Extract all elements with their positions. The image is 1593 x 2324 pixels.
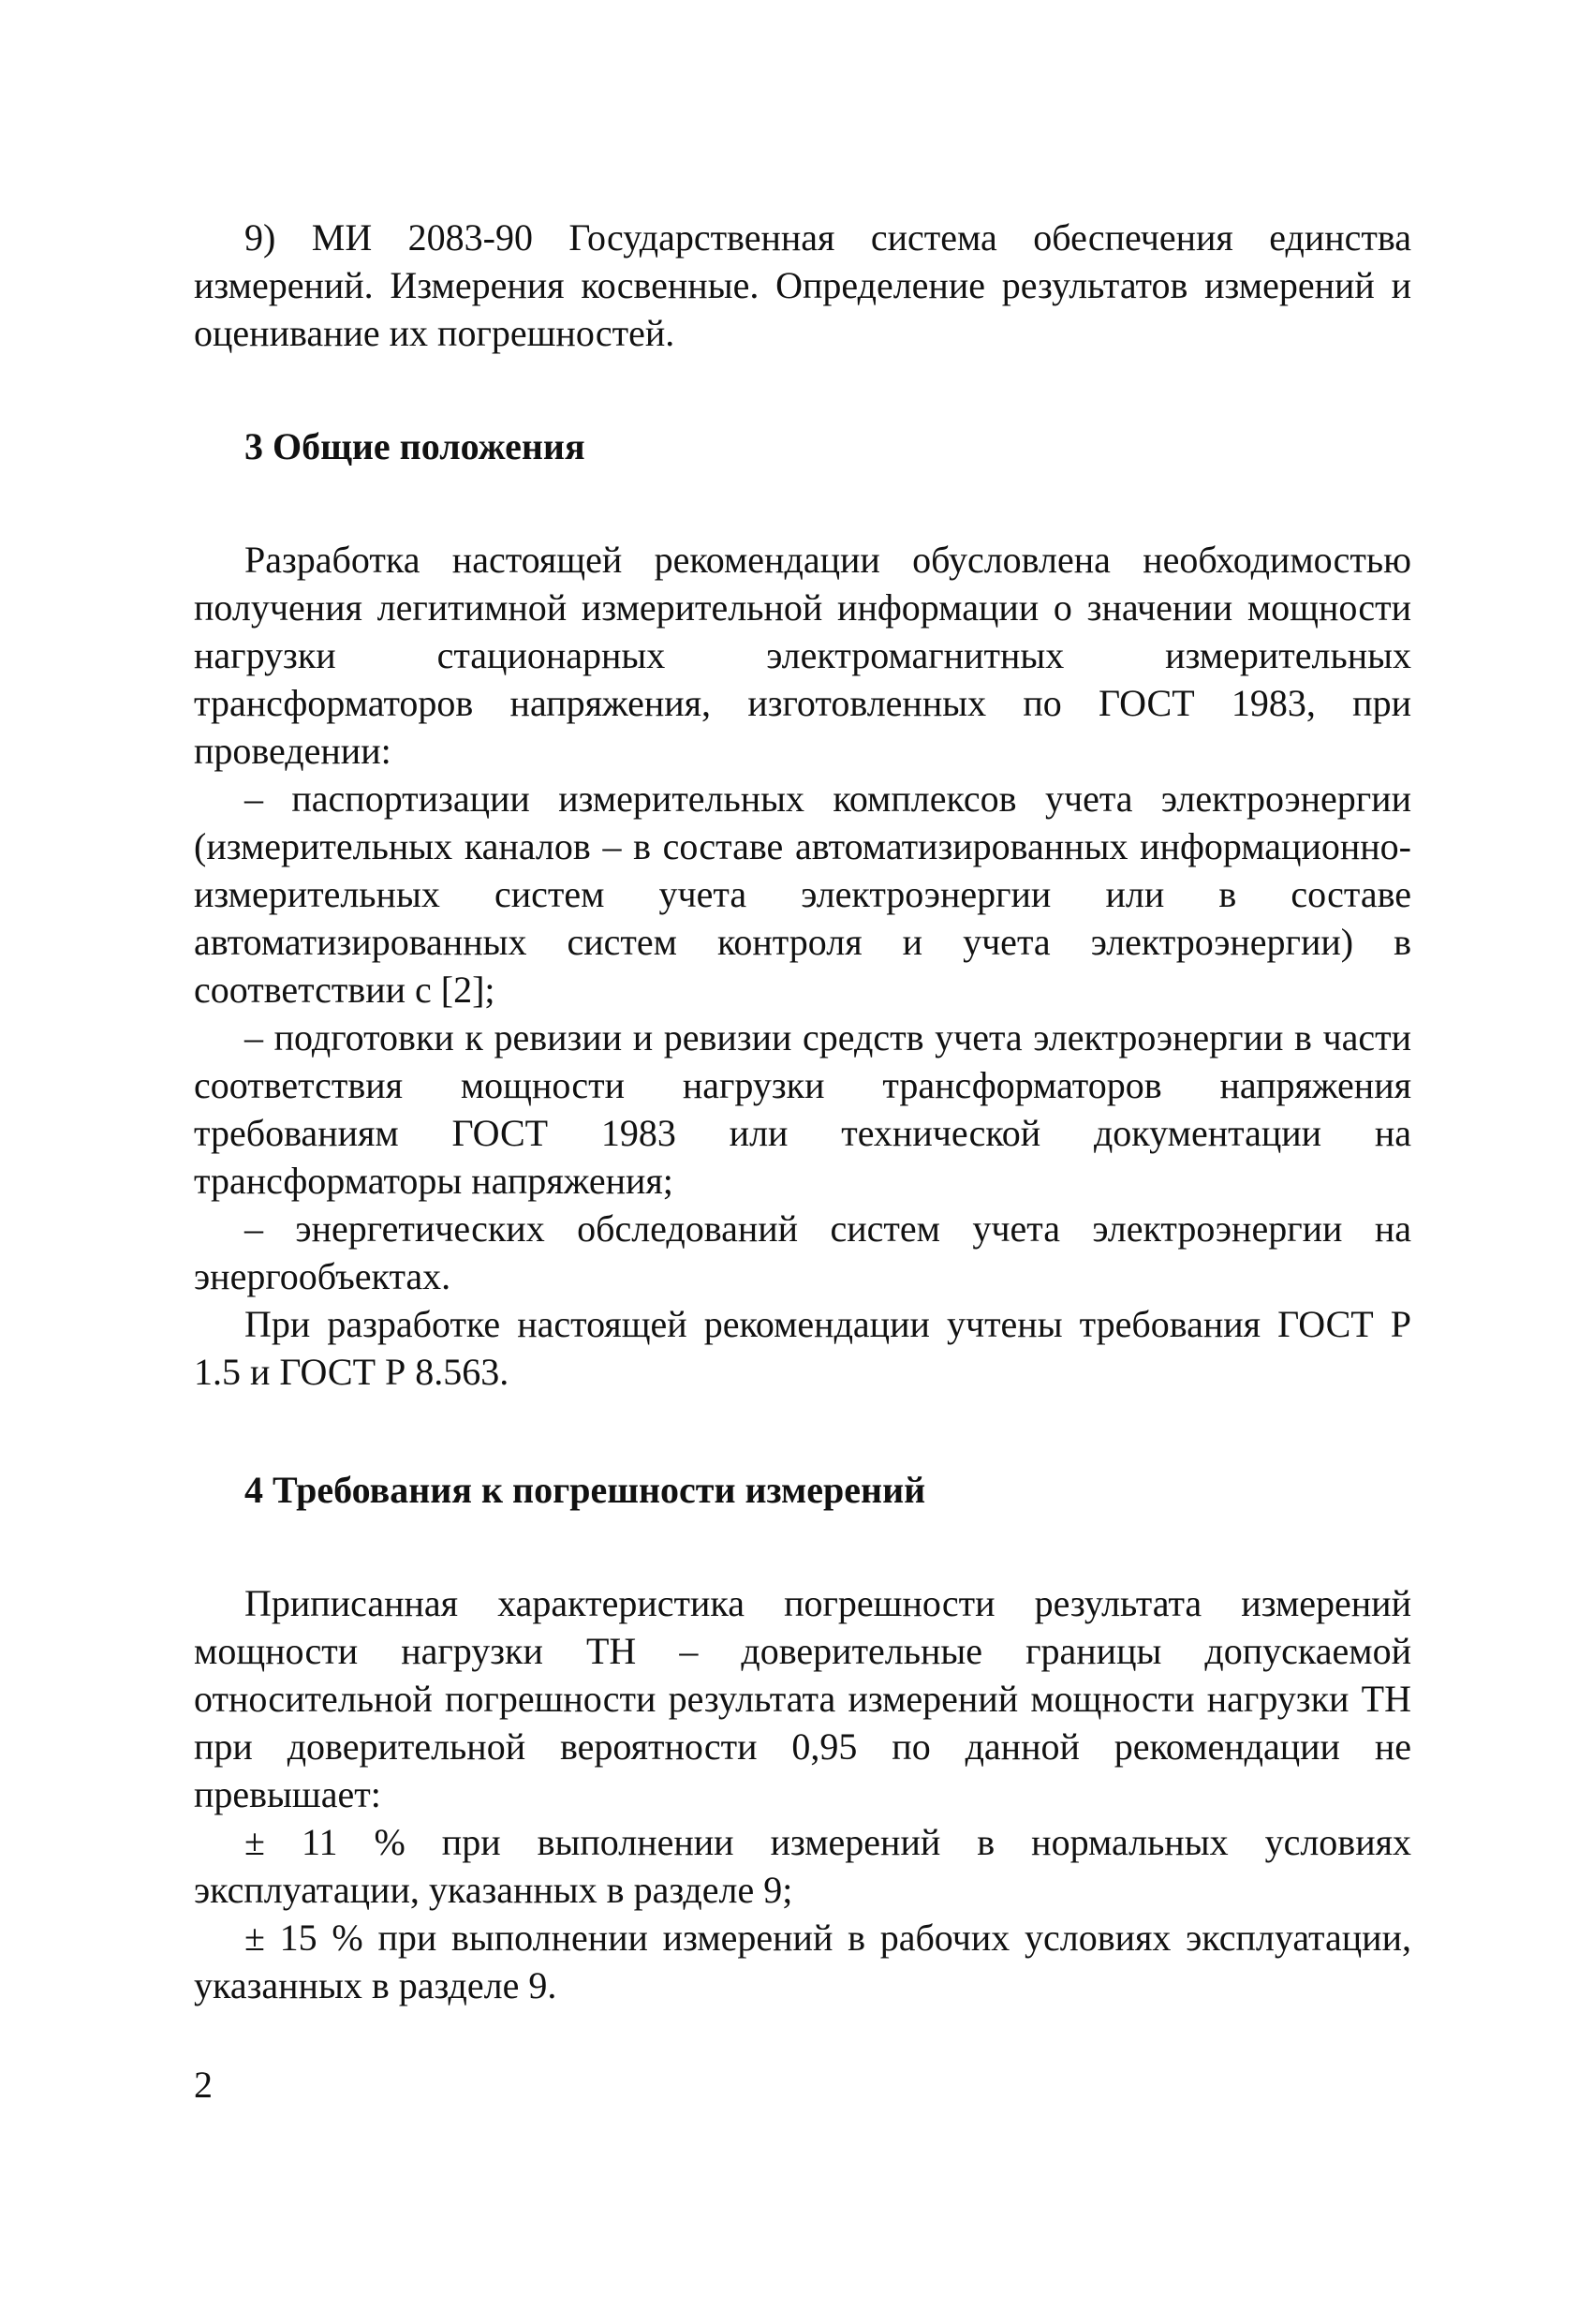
section-3-paragraph: При разработке настоящей рекомендации учтены требования ГОСТ Р 1.5 и ГОСТ Р 8.563. xyxy=(194,1303,1411,1393)
section-3-list-item: – паспортизации измерительных комплексов учета электроэнергии (измерительных каналов – в составе автоматизированных информационно-измерительных систем учета электроэнергии или в составе автоматизированных систем контроля и учета электроэнергии) в соответствии с [2]; xyxy=(194,777,1411,1011)
page-content xyxy=(194,214,1411,2009)
section-4-paragraph: Приписанная характеристика погрешности результата измерений мощности нагрузки ТН – доверительные границы допускаемой относительной погрешности результата измерений мощности нагрузки ТН при доверительной вероятности 0,95 по данной рекомендации не превышает: xyxy=(194,1582,1411,1815)
section-3-heading: 3 Общие положения xyxy=(244,425,585,467)
section-4-list-item: ± 15 % при выполнении измерений в рабочих условиях эксплуатации, указанных в разделе 9. xyxy=(194,1917,1411,2006)
page-number: 2 xyxy=(194,2064,213,2106)
spacer xyxy=(194,1514,1411,1579)
section-3-paragraph: Разработка настоящей рекомендации обусловлена необходимостью получения легитимной измерительной информации о значении мощности нагрузки стационарных электромагнитных измерительных трансформаторов напряжения, изготовленных по ГОСТ 1983, при проведении: xyxy=(194,539,1411,772)
spacer xyxy=(194,1396,1411,1466)
section-3-list-item: – энергетических обследований систем учета электроэнергии на энергообъектах. xyxy=(194,1207,1411,1297)
section-4-heading: 4 Требования к погрешности измерений xyxy=(244,1469,926,1511)
section-3-list-item: – подготовки к ревизии и ревизии средств учета электроэнергии в части соответствия мощности нагрузки трансформаторов напряжения требованиям ГОСТ 1983 или технической документации на трансформаторы напряжения; xyxy=(194,1016,1411,1202)
section-4-list-item: ± 11 % при выполнении измерений в нормальных условиях эксплуатации, указанных в разделе 9; xyxy=(194,1821,1411,1911)
spacer xyxy=(194,470,1411,536)
spacer xyxy=(194,357,1411,422)
reference-item-9: 9) МИ 2083-90 Государственная система обеспечения единства измерений. Измерения косвенные. Определение результатов измерений и оценивание их погрешностей. xyxy=(194,216,1411,354)
